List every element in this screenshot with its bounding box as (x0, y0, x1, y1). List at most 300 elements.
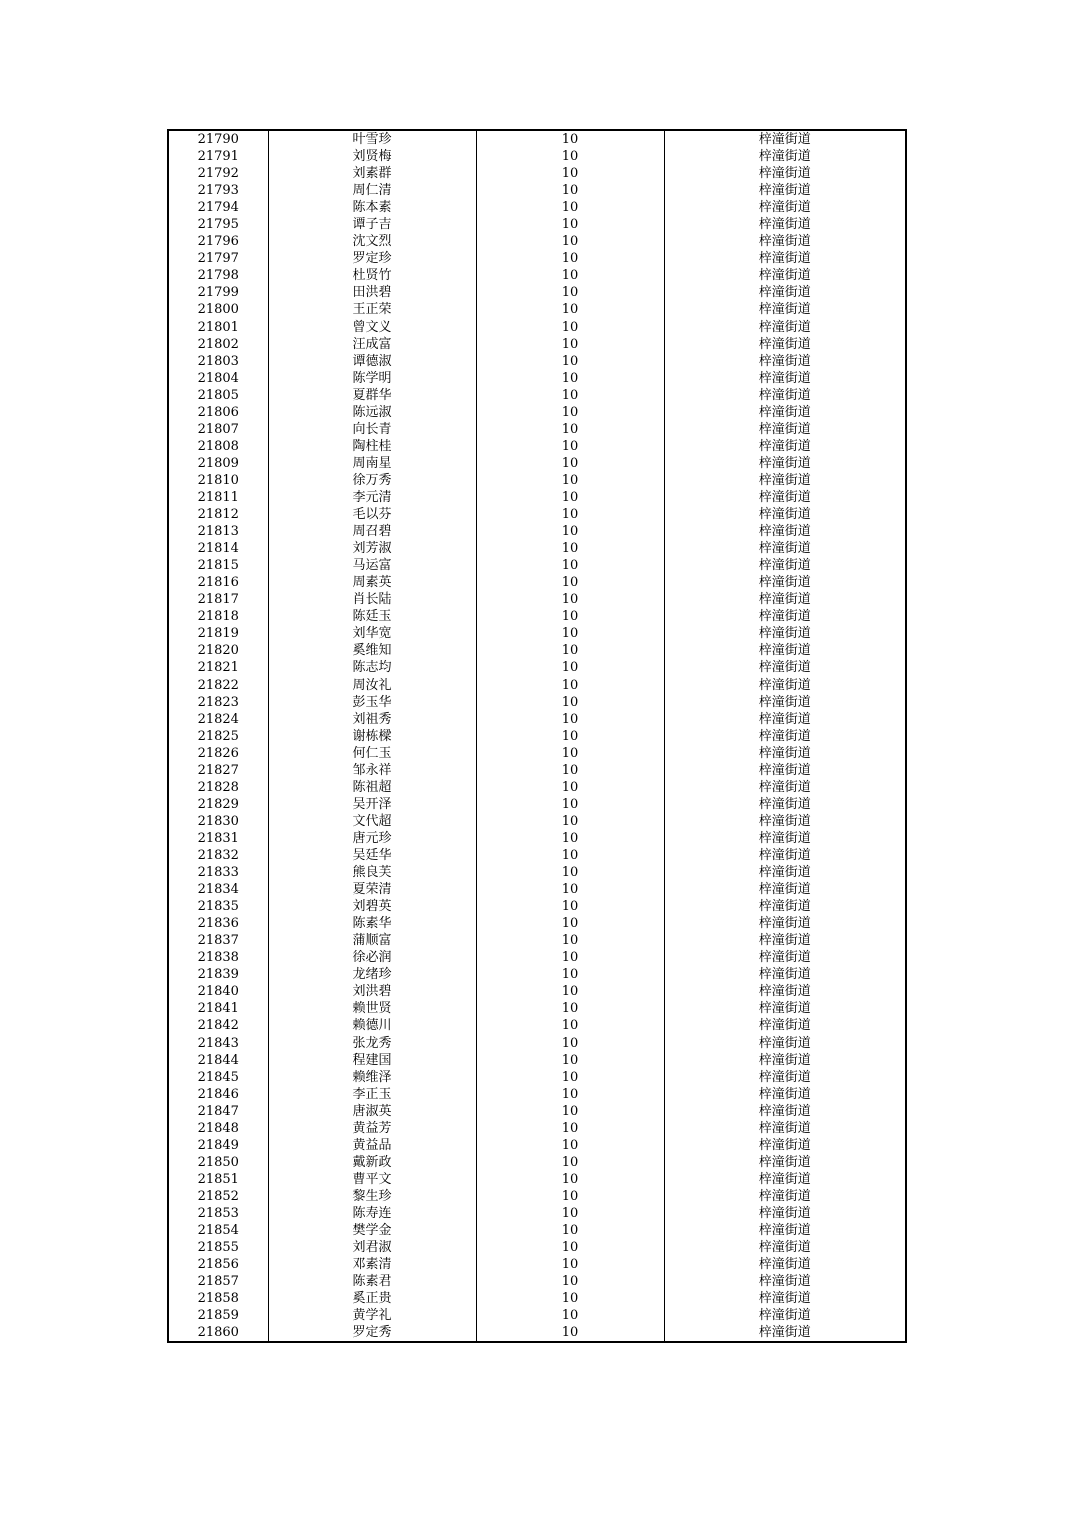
amount-cell: 10 (476, 949, 664, 966)
record-number-cell: 21807 (168, 421, 268, 438)
amount-cell: 10 (476, 1000, 664, 1017)
amount-cell: 10 (476, 523, 664, 540)
name-cell: 马运富 (268, 557, 476, 574)
amount-cell: 10 (476, 319, 664, 336)
subdistrict-cell: 梓潼街道 (664, 1069, 906, 1086)
amount-cell: 10 (476, 779, 664, 796)
name-cell: 陶柱桂 (268, 438, 476, 455)
subdistrict-cell: 梓潼街道 (664, 915, 906, 932)
subdistrict-cell: 梓潼街道 (664, 148, 906, 165)
record-number-cell: 21810 (168, 472, 268, 489)
name-cell: 谭德淑 (268, 353, 476, 370)
table-row (168, 523, 906, 540)
table-row (168, 864, 906, 881)
table-row (168, 1052, 906, 1069)
record-number-cell: 21843 (168, 1034, 268, 1051)
record-number-cell: 21796 (168, 233, 268, 250)
record-number-cell: 21811 (168, 489, 268, 506)
name-cell: 夏荣清 (268, 881, 476, 898)
record-number-cell: 21858 (168, 1290, 268, 1307)
record-number-cell: 21797 (168, 250, 268, 267)
amount-cell: 10 (476, 1171, 664, 1188)
table-row (168, 130, 906, 148)
name-cell: 徐万秀 (268, 472, 476, 489)
table-row (168, 1290, 906, 1307)
record-number-cell: 21823 (168, 694, 268, 711)
amount-cell: 10 (476, 370, 664, 387)
name-cell: 徐必润 (268, 949, 476, 966)
amount-cell: 10 (476, 694, 664, 711)
amount-cell: 10 (476, 506, 664, 523)
record-number-cell: 21855 (168, 1239, 268, 1256)
table-row (168, 659, 906, 676)
amount-cell: 10 (476, 1239, 664, 1256)
name-cell: 赖世贤 (268, 1000, 476, 1017)
table-row (168, 1324, 906, 1342)
subdistrict-cell: 梓潼街道 (664, 949, 906, 966)
name-cell: 谭子吉 (268, 216, 476, 233)
record-number-cell: 21809 (168, 455, 268, 472)
name-cell: 邓素清 (268, 1256, 476, 1273)
subdistrict-cell: 梓潼街道 (664, 898, 906, 915)
record-number-cell: 21849 (168, 1137, 268, 1154)
record-number-cell: 21808 (168, 438, 268, 455)
record-number-cell: 21803 (168, 353, 268, 370)
table-row (168, 1000, 906, 1017)
record-number-cell: 21819 (168, 625, 268, 642)
record-number-cell: 21859 (168, 1307, 268, 1324)
subdistrict-cell: 梓潼街道 (664, 694, 906, 711)
name-cell: 熊良芙 (268, 864, 476, 881)
table-row (168, 1103, 906, 1120)
amount-cell: 10 (476, 813, 664, 830)
table-row (168, 250, 906, 267)
name-cell: 刘贤梅 (268, 148, 476, 165)
record-number-cell: 21806 (168, 404, 268, 421)
table-row (168, 1171, 906, 1188)
name-cell: 李元清 (268, 489, 476, 506)
record-number-cell: 21841 (168, 1000, 268, 1017)
amount-cell: 10 (476, 233, 664, 250)
name-cell: 奚正贵 (268, 1290, 476, 1307)
table-row (168, 830, 906, 847)
amount-cell: 10 (476, 489, 664, 506)
amount-cell: 10 (476, 267, 664, 284)
amount-cell: 10 (476, 336, 664, 353)
amount-cell: 10 (476, 1154, 664, 1171)
name-cell: 蒲顺富 (268, 932, 476, 949)
name-cell: 彭玉华 (268, 694, 476, 711)
name-cell: 赖维泽 (268, 1069, 476, 1086)
amount-cell: 10 (476, 1307, 664, 1324)
table-row (168, 489, 906, 506)
subdistrict-cell: 梓潼街道 (664, 387, 906, 404)
amount-cell: 10 (476, 1069, 664, 1086)
amount-cell: 10 (476, 796, 664, 813)
table-row (168, 949, 906, 966)
amount-cell: 10 (476, 387, 664, 404)
amount-cell: 10 (476, 130, 664, 148)
table-row (168, 1017, 906, 1034)
record-number-cell: 21800 (168, 301, 268, 318)
name-cell: 龙绪珍 (268, 966, 476, 983)
amount-cell: 10 (476, 1273, 664, 1290)
name-cell: 向长青 (268, 421, 476, 438)
record-number-cell: 21844 (168, 1052, 268, 1069)
name-cell: 文代超 (268, 813, 476, 830)
subdistrict-cell: 梓潼街道 (664, 625, 906, 642)
record-number-cell: 21824 (168, 711, 268, 728)
table-row (168, 284, 906, 301)
table-row (168, 1273, 906, 1290)
amount-cell: 10 (476, 864, 664, 881)
table-row (168, 728, 906, 745)
subdistrict-cell: 梓潼街道 (664, 659, 906, 676)
subdistrict-cell: 梓潼街道 (664, 1188, 906, 1205)
subdistrict-cell: 梓潼街道 (664, 557, 906, 574)
table-row (168, 1069, 906, 1086)
record-number-cell: 21840 (168, 983, 268, 1000)
amount-cell: 10 (476, 830, 664, 847)
table-row (168, 438, 906, 455)
table-row (168, 148, 906, 165)
table-row (168, 762, 906, 779)
subdistrict-cell: 梓潼街道 (664, 864, 906, 881)
name-cell: 罗定秀 (268, 1324, 476, 1342)
amount-cell: 10 (476, 455, 664, 472)
table-row (168, 881, 906, 898)
record-number-cell: 21813 (168, 523, 268, 540)
table-row (168, 983, 906, 1000)
record-number-cell: 21853 (168, 1205, 268, 1222)
subdistrict-cell: 梓潼街道 (664, 1256, 906, 1273)
amount-cell: 10 (476, 932, 664, 949)
record-number-cell: 21852 (168, 1188, 268, 1205)
name-cell: 周召碧 (268, 523, 476, 540)
record-number-cell: 21817 (168, 591, 268, 608)
name-cell: 夏群华 (268, 387, 476, 404)
name-cell: 沈文烈 (268, 233, 476, 250)
name-cell: 陈学明 (268, 370, 476, 387)
table-row (168, 1188, 906, 1205)
name-cell: 黄益芳 (268, 1120, 476, 1137)
record-number-cell: 21794 (168, 199, 268, 216)
record-number-cell: 21842 (168, 1017, 268, 1034)
table-row (168, 1256, 906, 1273)
record-number-cell: 21831 (168, 830, 268, 847)
table-row (168, 677, 906, 694)
amount-cell: 10 (476, 677, 664, 694)
record-number-cell: 21854 (168, 1222, 268, 1239)
amount-cell: 10 (476, 711, 664, 728)
record-number-cell: 21814 (168, 540, 268, 557)
name-cell: 刘君淑 (268, 1239, 476, 1256)
subdistrict-cell: 梓潼街道 (664, 1034, 906, 1051)
subdistrict-cell: 梓潼街道 (664, 1052, 906, 1069)
amount-cell: 10 (476, 182, 664, 199)
subdistrict-cell: 梓潼街道 (664, 1154, 906, 1171)
subdistrict-cell: 梓潼街道 (664, 1290, 906, 1307)
record-number-cell: 21851 (168, 1171, 268, 1188)
table-row (168, 336, 906, 353)
record-number-cell: 21815 (168, 557, 268, 574)
name-cell: 陈远淑 (268, 404, 476, 421)
amount-cell: 10 (476, 1324, 664, 1342)
record-number-cell: 21790 (168, 130, 268, 148)
record-number-cell: 21839 (168, 966, 268, 983)
subdistrict-cell: 梓潼街道 (664, 1205, 906, 1222)
record-number-cell: 21847 (168, 1103, 268, 1120)
record-number-cell: 21832 (168, 847, 268, 864)
subdistrict-cell: 梓潼街道 (664, 847, 906, 864)
subdistrict-cell: 梓潼街道 (664, 881, 906, 898)
record-number-cell: 21845 (168, 1069, 268, 1086)
name-cell: 李正玉 (268, 1086, 476, 1103)
subdistrict-cell: 梓潼街道 (664, 233, 906, 250)
name-cell: 谢栋樑 (268, 728, 476, 745)
name-cell: 周素英 (268, 574, 476, 591)
subdistrict-cell: 梓潼街道 (664, 250, 906, 267)
record-number-cell: 21860 (168, 1324, 268, 1342)
name-cell: 刘祖秀 (268, 711, 476, 728)
name-cell: 罗定珍 (268, 250, 476, 267)
amount-cell: 10 (476, 983, 664, 1000)
name-cell: 程建国 (268, 1052, 476, 1069)
subdistrict-cell: 梓潼街道 (664, 523, 906, 540)
subdistrict-cell: 梓潼街道 (664, 506, 906, 523)
amount-cell: 10 (476, 284, 664, 301)
subdistrict-cell: 梓潼街道 (664, 966, 906, 983)
subdistrict-cell: 梓潼街道 (664, 830, 906, 847)
amount-cell: 10 (476, 165, 664, 182)
amount-cell: 10 (476, 1205, 664, 1222)
amount-cell: 10 (476, 966, 664, 983)
name-cell: 黄益品 (268, 1137, 476, 1154)
subdistrict-cell: 梓潼街道 (664, 608, 906, 625)
amount-cell: 10 (476, 728, 664, 745)
record-number-cell: 21820 (168, 642, 268, 659)
record-number-cell: 21801 (168, 319, 268, 336)
amount-cell: 10 (476, 1188, 664, 1205)
table-row (168, 898, 906, 915)
amount-cell: 10 (476, 1034, 664, 1051)
subdistrict-cell: 梓潼街道 (664, 165, 906, 182)
subdistrict-cell: 梓潼街道 (664, 1324, 906, 1342)
subdistrict-cell: 梓潼街道 (664, 1086, 906, 1103)
name-cell: 刘芳淑 (268, 540, 476, 557)
table-row (168, 1137, 906, 1154)
table-row (168, 182, 906, 199)
subdistrict-cell: 梓潼街道 (664, 779, 906, 796)
subdistrict-cell: 梓潼街道 (664, 1307, 906, 1324)
table-row (168, 1120, 906, 1137)
amount-cell: 10 (476, 1017, 664, 1034)
amount-cell: 10 (476, 847, 664, 864)
record-number-cell: 21821 (168, 659, 268, 676)
amount-cell: 10 (476, 608, 664, 625)
name-cell: 何仁玉 (268, 745, 476, 762)
amount-cell: 10 (476, 625, 664, 642)
subdistrict-cell: 梓潼街道 (664, 216, 906, 233)
amount-cell: 10 (476, 898, 664, 915)
table-row (168, 472, 906, 489)
subdistrict-cell: 梓潼街道 (664, 404, 906, 421)
record-number-cell: 21799 (168, 284, 268, 301)
table-row (168, 404, 906, 421)
amount-cell: 10 (476, 199, 664, 216)
amount-cell: 10 (476, 216, 664, 233)
name-cell: 陈素华 (268, 915, 476, 932)
table-row (168, 932, 906, 949)
record-number-cell: 21856 (168, 1256, 268, 1273)
subdistrict-cell: 梓潼街道 (664, 421, 906, 438)
amount-cell: 10 (476, 540, 664, 557)
record-number-cell: 21828 (168, 779, 268, 796)
table-row (168, 506, 906, 523)
table-row (168, 625, 906, 642)
record-number-cell: 21846 (168, 1086, 268, 1103)
record-number-cell: 21838 (168, 949, 268, 966)
table-row (168, 694, 906, 711)
name-cell: 唐淑英 (268, 1103, 476, 1120)
name-cell: 曹平文 (268, 1171, 476, 1188)
table-row (168, 711, 906, 728)
subdistrict-cell: 梓潼街道 (664, 301, 906, 318)
table-row (168, 1154, 906, 1171)
subdistrict-cell: 梓潼街道 (664, 455, 906, 472)
record-number-cell: 21835 (168, 898, 268, 915)
name-cell: 黎生珍 (268, 1188, 476, 1205)
table-row (168, 319, 906, 336)
name-cell: 唐元珍 (268, 830, 476, 847)
record-number-cell: 21825 (168, 728, 268, 745)
record-number-cell: 21829 (168, 796, 268, 813)
subdistrict-cell: 梓潼街道 (664, 284, 906, 301)
table-row (168, 779, 906, 796)
table-row (168, 540, 906, 557)
table-row (168, 813, 906, 830)
name-cell: 陈祖超 (268, 779, 476, 796)
name-cell: 王正荣 (268, 301, 476, 318)
amount-cell: 10 (476, 762, 664, 779)
data-table (167, 129, 907, 1343)
name-cell: 樊学金 (268, 1222, 476, 1239)
table-row (168, 421, 906, 438)
subdistrict-cell: 梓潼街道 (664, 762, 906, 779)
name-cell: 叶雪珍 (268, 130, 476, 148)
table-row (168, 591, 906, 608)
amount-cell: 10 (476, 1052, 664, 1069)
table-row (168, 455, 906, 472)
record-number-cell: 21837 (168, 932, 268, 949)
record-number-cell: 21793 (168, 182, 268, 199)
record-number-cell: 21792 (168, 165, 268, 182)
subdistrict-cell: 梓潼街道 (664, 199, 906, 216)
name-cell: 田洪碧 (268, 284, 476, 301)
subdistrict-cell: 梓潼街道 (664, 540, 906, 557)
name-cell: 周汝礼 (268, 677, 476, 694)
table-row (168, 353, 906, 370)
amount-cell: 10 (476, 557, 664, 574)
record-number-cell: 21833 (168, 864, 268, 881)
name-cell: 邹永祥 (268, 762, 476, 779)
table-row (168, 847, 906, 864)
table-row (168, 301, 906, 318)
name-cell: 赖德川 (268, 1017, 476, 1034)
name-cell: 周南星 (268, 455, 476, 472)
name-cell: 刘华宽 (268, 625, 476, 642)
table-row (168, 608, 906, 625)
subdistrict-cell: 梓潼街道 (664, 1171, 906, 1188)
amount-cell: 10 (476, 881, 664, 898)
amount-cell: 10 (476, 421, 664, 438)
record-number-cell: 21818 (168, 608, 268, 625)
record-number-cell: 21795 (168, 216, 268, 233)
table-row (168, 1034, 906, 1051)
subdistrict-cell: 梓潼街道 (664, 1000, 906, 1017)
name-cell: 刘碧英 (268, 898, 476, 915)
table-row (168, 745, 906, 762)
subdistrict-cell: 梓潼街道 (664, 711, 906, 728)
record-number-cell: 21805 (168, 387, 268, 404)
name-cell: 吴开泽 (268, 796, 476, 813)
subdistrict-cell: 梓潼街道 (664, 472, 906, 489)
subdistrict-cell: 梓潼街道 (664, 370, 906, 387)
name-cell: 周仁清 (268, 182, 476, 199)
amount-cell: 10 (476, 148, 664, 165)
subdistrict-cell: 梓潼街道 (664, 319, 906, 336)
table-row (168, 796, 906, 813)
name-cell: 陈寿连 (268, 1205, 476, 1222)
subdistrict-cell: 梓潼街道 (664, 1137, 906, 1154)
name-cell: 奚维知 (268, 642, 476, 659)
table-row (168, 387, 906, 404)
subdistrict-cell: 梓潼街道 (664, 813, 906, 830)
name-cell: 张龙秀 (268, 1034, 476, 1051)
subdistrict-cell: 梓潼街道 (664, 932, 906, 949)
name-cell: 吴廷华 (268, 847, 476, 864)
table-row (168, 1086, 906, 1103)
record-number-cell: 21822 (168, 677, 268, 694)
amount-cell: 10 (476, 1103, 664, 1120)
table-row (168, 557, 906, 574)
name-cell: 曾文义 (268, 319, 476, 336)
subdistrict-cell: 梓潼街道 (664, 1103, 906, 1120)
name-cell: 汪成富 (268, 336, 476, 353)
table-row (168, 233, 906, 250)
amount-cell: 10 (476, 353, 664, 370)
subdistrict-cell: 梓潼街道 (664, 574, 906, 591)
subdistrict-cell: 梓潼街道 (664, 489, 906, 506)
record-number-cell: 21848 (168, 1120, 268, 1137)
amount-cell: 10 (476, 574, 664, 591)
amount-cell: 10 (476, 438, 664, 455)
record-number-cell: 21812 (168, 506, 268, 523)
amount-cell: 10 (476, 1290, 664, 1307)
amount-cell: 10 (476, 1137, 664, 1154)
table-row (168, 1307, 906, 1324)
record-number-cell: 21798 (168, 267, 268, 284)
record-number-cell: 21834 (168, 881, 268, 898)
amount-cell: 10 (476, 591, 664, 608)
name-cell: 陈本素 (268, 199, 476, 216)
subdistrict-cell: 梓潼街道 (664, 728, 906, 745)
amount-cell: 10 (476, 1120, 664, 1137)
table-row (168, 1239, 906, 1256)
name-cell: 刘素群 (268, 165, 476, 182)
subdistrict-cell: 梓潼街道 (664, 591, 906, 608)
name-cell: 杜贤竹 (268, 267, 476, 284)
